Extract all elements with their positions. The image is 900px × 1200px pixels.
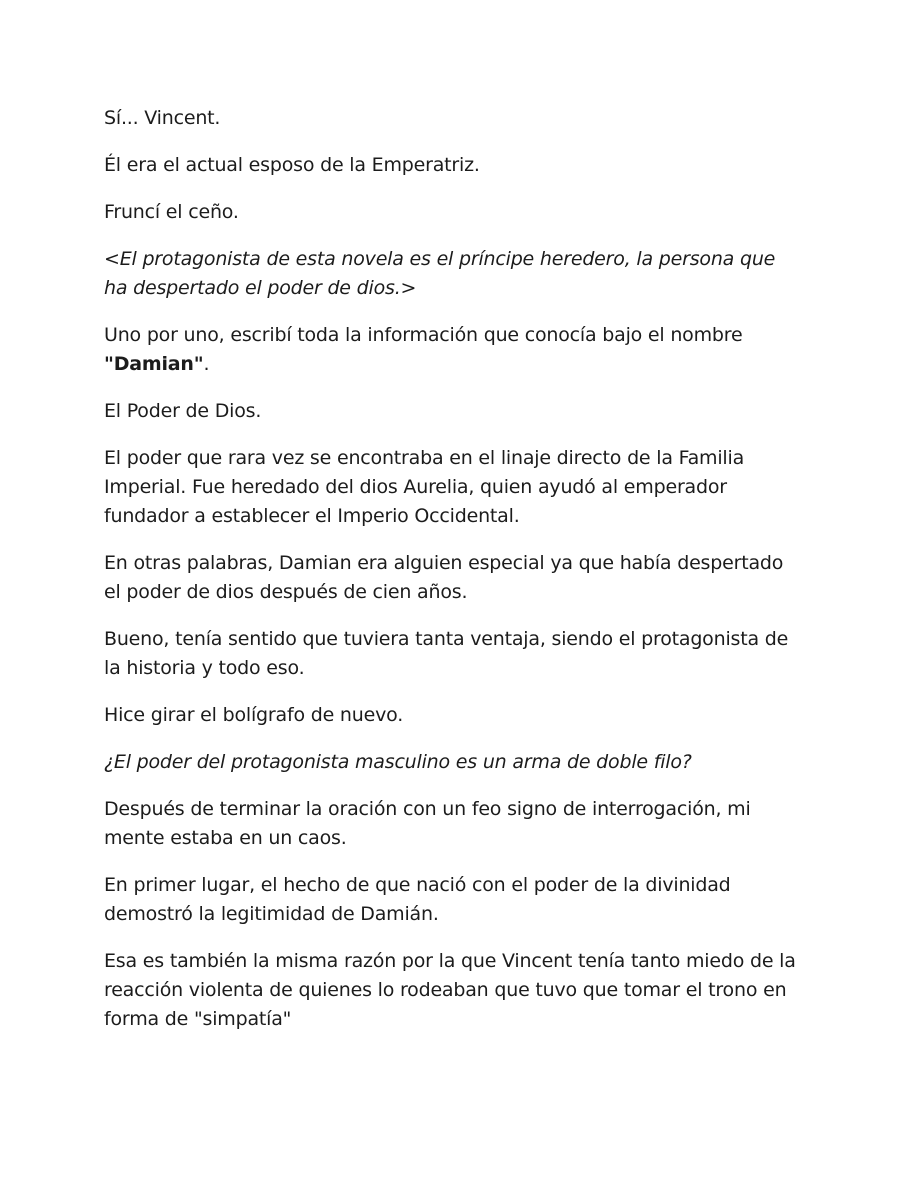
document-page <box>104 104 804 1052</box>
paragraph-italic-question: ¿El poder del protagonista masculino es un arma de doble filo? <box>104 751 692 773</box>
paragraph: Él era el actual esposo de la Emperatriz. <box>104 154 480 176</box>
paragraph: Hice girar el bolígrafo de nuevo. <box>104 704 404 726</box>
paragraph-italic-quote: <El protagonista de esta novela es el príncipe heredero, la persona que ha despertado el poder de dios.> <box>104 248 776 299</box>
paragraph: En primer lugar, el hecho de que nació con el poder de la divinidad demostró la legitimidad de Damián. <box>104 874 731 925</box>
paragraph: El poder que rara vez se encontraba en el linaje directo de la Familia Imperial. Fue heredado del dios Aurelia, quien ayudó al emperador fundador a establecer el Imperio Occidental. <box>104 447 745 527</box>
paragraph: Fruncí el ceño. <box>104 201 239 223</box>
paragraph: El Poder de Dios. <box>104 400 262 422</box>
paragraph: Sí... Vincent. <box>104 107 221 129</box>
paragraph: Bueno, tenía sentido que tuviera tanta ventaja, siendo el protagonista de la historia y todo eso. <box>104 628 789 679</box>
paragraph: En otras palabras, Damian era alguien especial ya que había despertado el poder de dios después de cien años. <box>104 552 784 603</box>
bold-name: "Damian" <box>104 353 204 375</box>
paragraph <box>104 321 804 379</box>
paragraph: Después de terminar la oración con un feo signo de interrogación, mi mente estaba en un caos. <box>104 798 751 849</box>
paragraph-text: Uno por uno, escribí toda la información que conocía bajo el nombre <box>104 324 743 346</box>
paragraph: Esa es también la misma razón por la que Vincent tenía tanto miedo de la reacción violenta de quienes lo rodeaban que tuvo que tomar el trono en forma de "simpatía" <box>104 950 796 1030</box>
paragraph-text: . <box>203 353 210 375</box>
